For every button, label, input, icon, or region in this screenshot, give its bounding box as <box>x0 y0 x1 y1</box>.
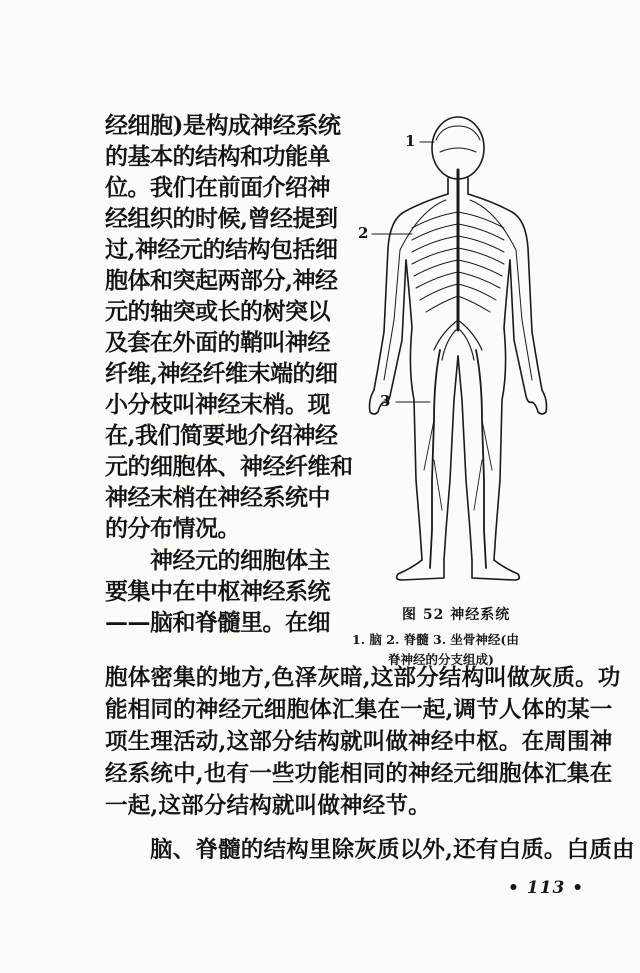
text-line: 胞体和突起两部分,神经 <box>105 267 338 294</box>
text-line: 过,神经元的结构包括细 <box>105 236 338 263</box>
text-line: 神经末梢在神经系统中 <box>105 484 330 511</box>
text-line: ——脑和脊髓里。在细 <box>105 609 330 636</box>
text-line: 元的细胞体、神经纤维和 <box>105 453 353 480</box>
human-body-illustration <box>350 100 590 605</box>
text-line: 一起,这部分结构就叫做神经节。 <box>105 793 431 819</box>
text-line: 胞体密集的地方,色泽灰暗,这部分结构叫做灰质。功 <box>105 665 621 691</box>
text-line: 脑、脊髓的结构里除灰质以外,还有白质。白质由 <box>150 837 635 863</box>
text-line: 的基本的结构和功能单 <box>105 143 330 170</box>
text-line: 项生理活动,这部分结构就叫做神经中枢。在周围神 <box>105 729 613 755</box>
text-line: 纤维,神经纤维末端的细 <box>105 360 338 387</box>
text-line: 位。我们在前面介绍神 <box>105 174 330 201</box>
figure-label-1: 1 <box>405 132 416 150</box>
text-line: 能相同的神经元细胞体汇集在一起,调节人体的某一 <box>105 697 613 723</box>
text-line: 神经元的细胞体主 <box>150 547 330 574</box>
text-line: 要集中在中枢神经系统 <box>105 578 330 605</box>
nervous-system-figure <box>350 100 590 605</box>
text-line: 经系统中,也有一些功能相同的神经元细胞体汇集在 <box>105 761 613 787</box>
text-line: 小分枝叫神经末梢。现 <box>105 391 330 418</box>
text-line: 在,我们简要地介绍神经 <box>105 422 338 449</box>
figure-legend-line: 1. 脑 2. 脊髓 3. 坐骨神经(由 <box>352 632 519 647</box>
text-line: 经细胞)是构成神经系统 <box>105 112 341 139</box>
text-line: 经组织的时候,曾经提到 <box>105 205 338 232</box>
text-line: 及套在外面的鞘叫神经 <box>105 329 330 356</box>
figure-label-2: 2 <box>358 224 369 242</box>
text-line: 的分布情况。 <box>105 515 240 542</box>
text-line: 元的轴突或长的树突以 <box>105 298 330 325</box>
figure-caption: 图 52 神经系统 <box>402 607 511 623</box>
page-number: • 113 • <box>508 878 585 898</box>
figure-legend-line: 脊神经的分支组成) <box>388 652 494 667</box>
figure-label-3: 3 <box>380 392 391 410</box>
